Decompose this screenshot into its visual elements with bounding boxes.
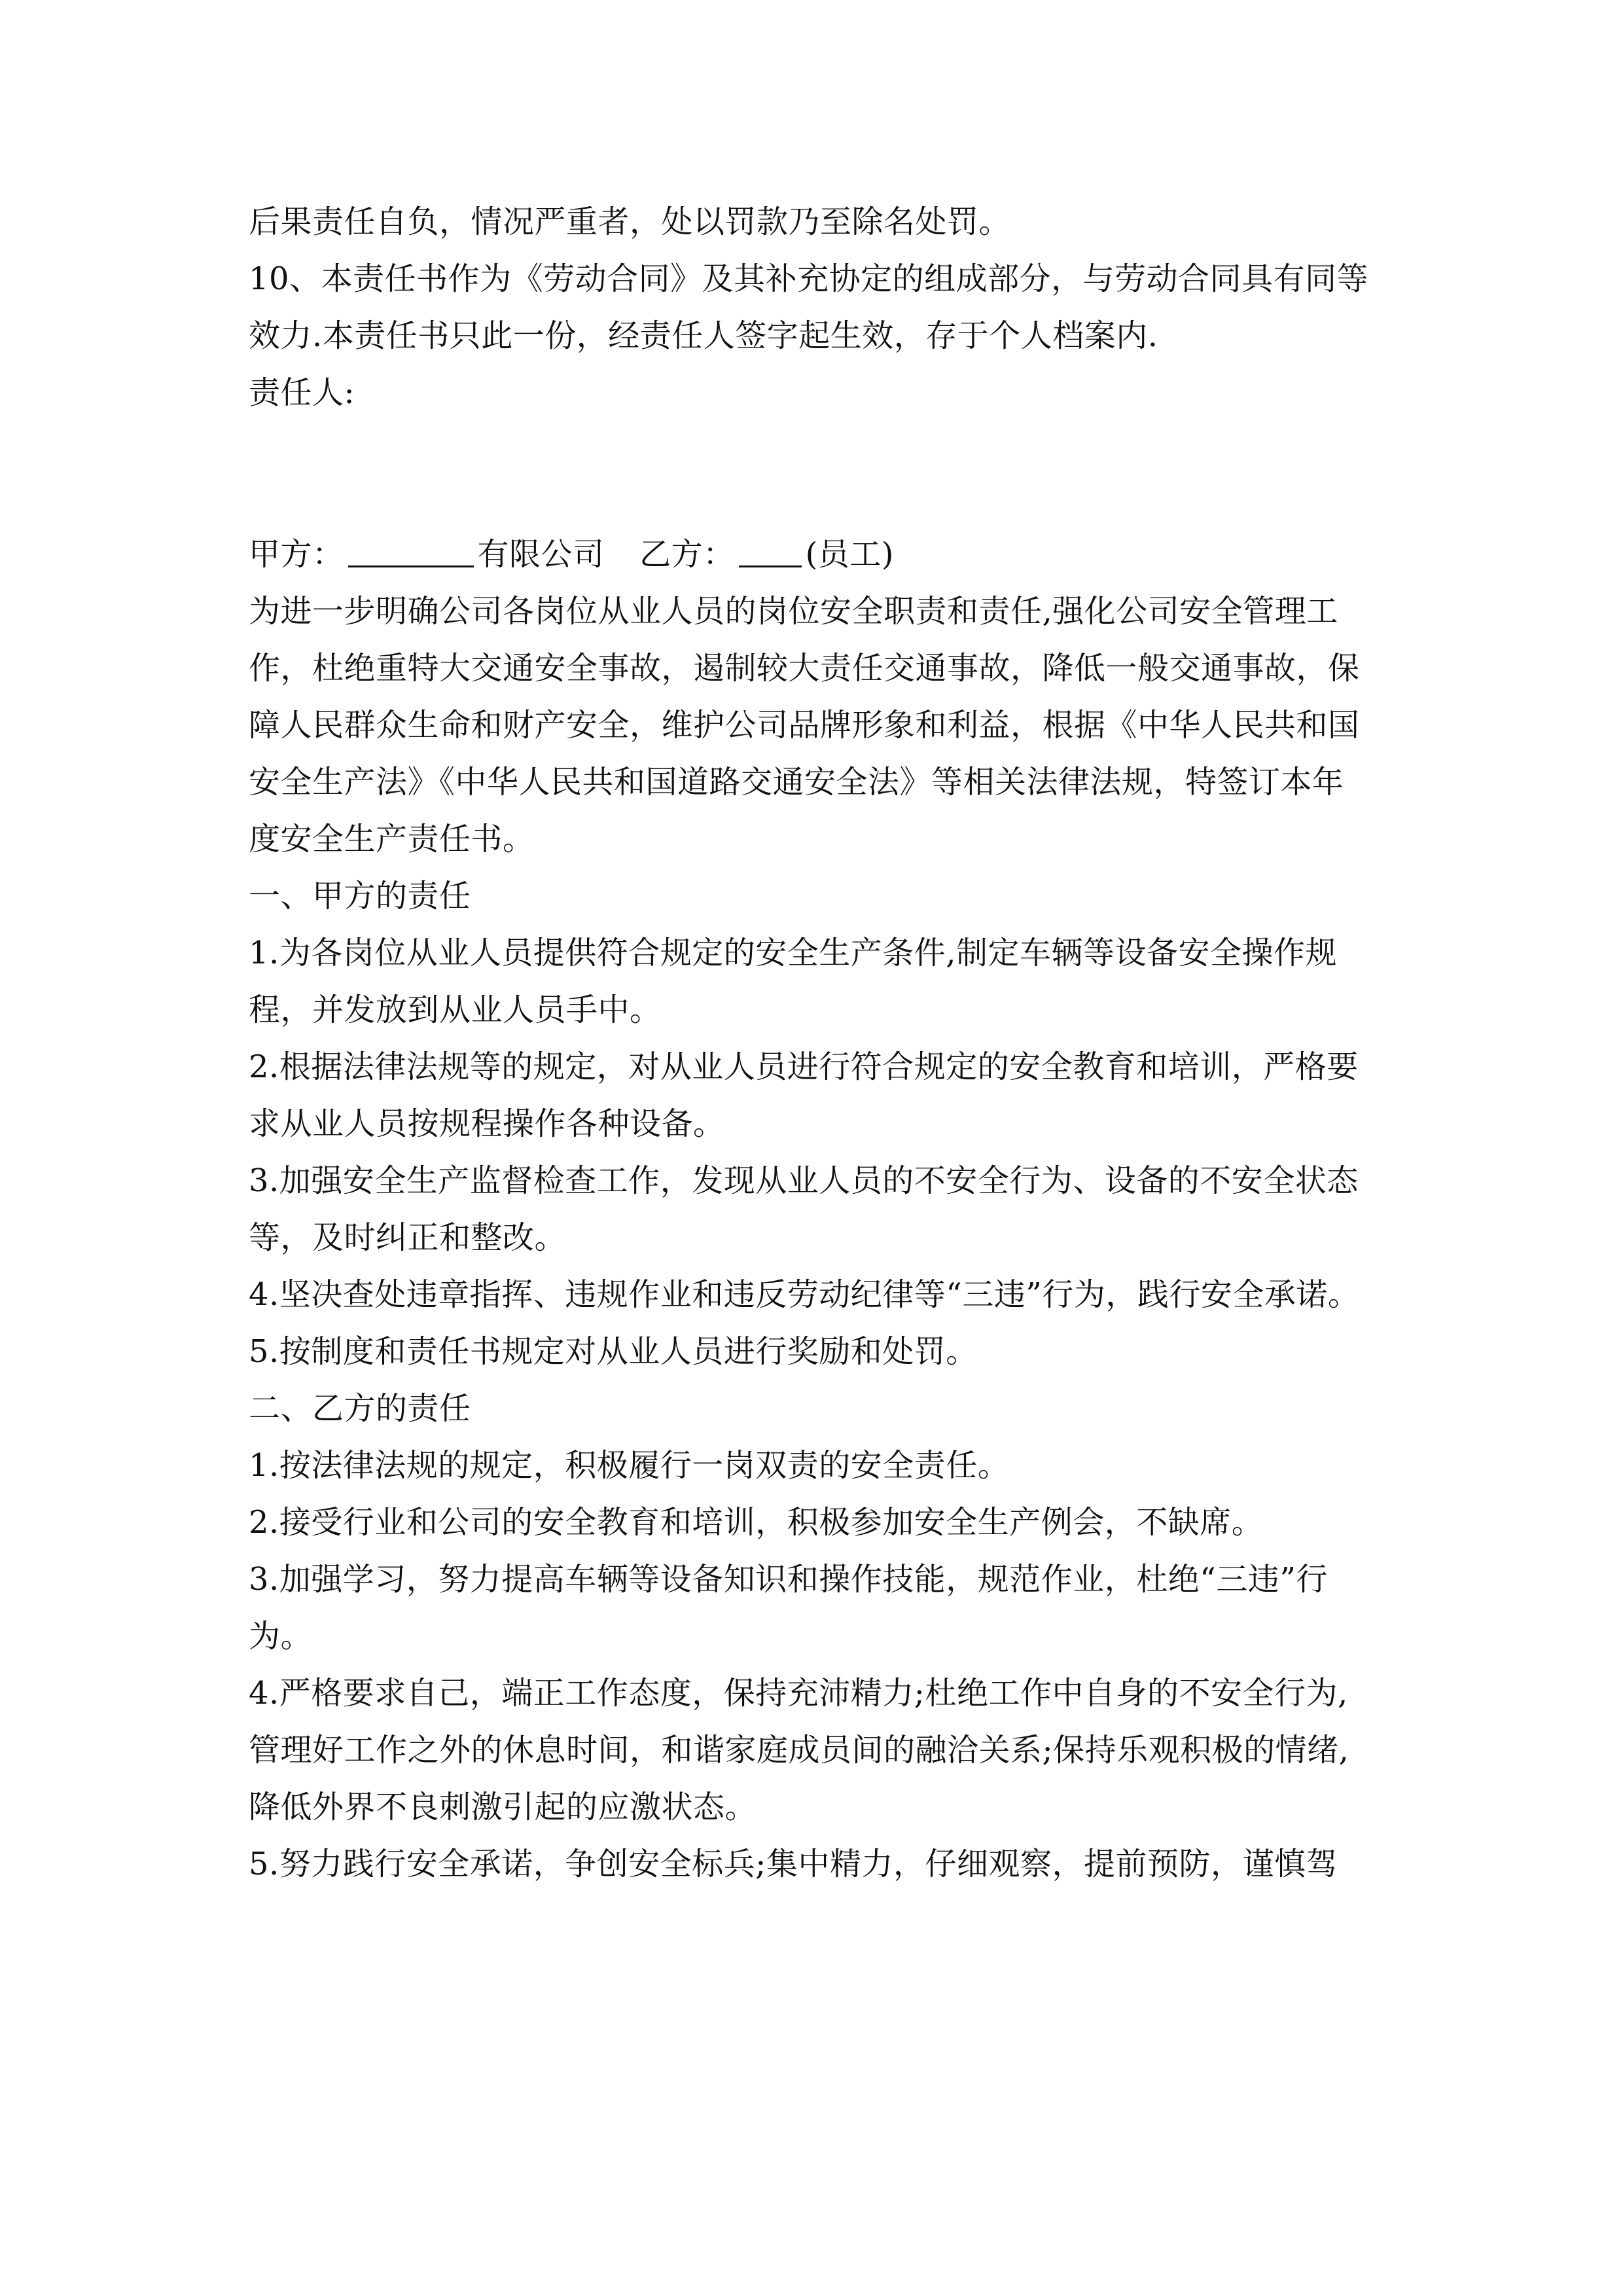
text-line: 3.加强安全生产监督检查工作，发现从业人员的不安全行为、设备的不安全状态 <box>249 1162 1359 1199</box>
text-line: 管理好工作之外的休息时间，和谐家庭成员间的融洽关系;保持乐观积极的情绪, <box>249 1732 1349 1768</box>
party-b-suffix: (员工) <box>805 536 895 573</box>
party-b-blank <box>739 534 802 567</box>
party-a-blank <box>348 534 474 567</box>
text-line: 1.按法律法规的规定，积极履行一岗双责的安全责任。 <box>249 1447 1010 1484</box>
party-a-label: 甲方： <box>249 536 344 573</box>
parties-line <box>249 526 1387 583</box>
text-line: 效力.本责任书只此一份，经责任人签字起生效，存于个人档案内. <box>249 317 1158 354</box>
text-line: 3.加强学习，努力提高车辆等设备知识和操作技能，规范作业，杜绝“三违”行 <box>249 1561 1328 1598</box>
signature-label: 责任人: <box>249 374 355 411</box>
signature-space <box>249 422 1387 526</box>
text-line: 安全生产法》《中华人民共和国道路交通安全法》等相关法律法规，特签订本年 <box>249 764 1344 800</box>
text-line: 障人民群众生命和财产安全，维护公司品牌形象和利益，根据《中华人民共和国 <box>249 707 1360 744</box>
document-body <box>249 194 1387 1893</box>
text-line: 10、本责任书作为《劳动合同》及其补充协定的组成部分，与劳动合同具有同等 <box>249 260 1369 297</box>
text-line: 1.为各岗位从业人员提供符合规定的安全生产条件,制定车辆等设备安全操作规 <box>249 935 1338 971</box>
text-line: 为。 <box>249 1618 313 1655</box>
text-line: 为进一步明确公司各岗位从业人员的岗位安全职责和责任,强化公司安全管理工 <box>249 593 1338 630</box>
text-line: 度安全生产责任书。 <box>249 821 535 857</box>
text-line: 降低外界不良刺激引起的应激状态。 <box>249 1789 757 1825</box>
text-line: 求从业人员按规程操作各种设备。 <box>249 1105 725 1142</box>
section-heading: 一、甲方的责任 <box>249 878 471 914</box>
text-line: 作，杜绝重特大交通安全事故，遏制较大责任交通事故，降低一般交通事故，保 <box>249 650 1360 687</box>
text-line: 2.接受行业和公司的安全教育和培训，积极参加安全生产例会，不缺席。 <box>249 1504 1264 1541</box>
text-line: 后果责任自负，情况严重者，处以罚款乃至除名处罚。 <box>249 204 1011 240</box>
text-line: 2.根据法律法规等的规定，对从业人员进行符合规定的安全教育和培训，严格要 <box>249 1049 1359 1085</box>
text-line: 等，及时纠正和整改。 <box>249 1219 567 1256</box>
text-line: 5.按制度和责任书规定对从业人员进行奖励和处罚。 <box>249 1333 978 1370</box>
text-line: 5.努力践行安全承诺，争创安全标兵;集中精力，仔细观察，提前预防，谨慎驾 <box>249 1846 1338 1882</box>
section-heading: 二、乙方的责任 <box>249 1390 471 1427</box>
text-line: 4.严格要求自己，端正工作态度，保持充沛精力;杜绝工作中自身的不安全行为, <box>249 1675 1348 1712</box>
text-line: 程，并发放到从业人员手中。 <box>249 992 662 1028</box>
party-b-label: 乙方： <box>639 536 735 573</box>
party-a-suffix: 有限公司 <box>477 536 605 573</box>
text-line: 4.坚决查处违章指挥、违规作业和违反劳动纪律等“三违”行为，践行安全承诺。 <box>249 1276 1360 1313</box>
